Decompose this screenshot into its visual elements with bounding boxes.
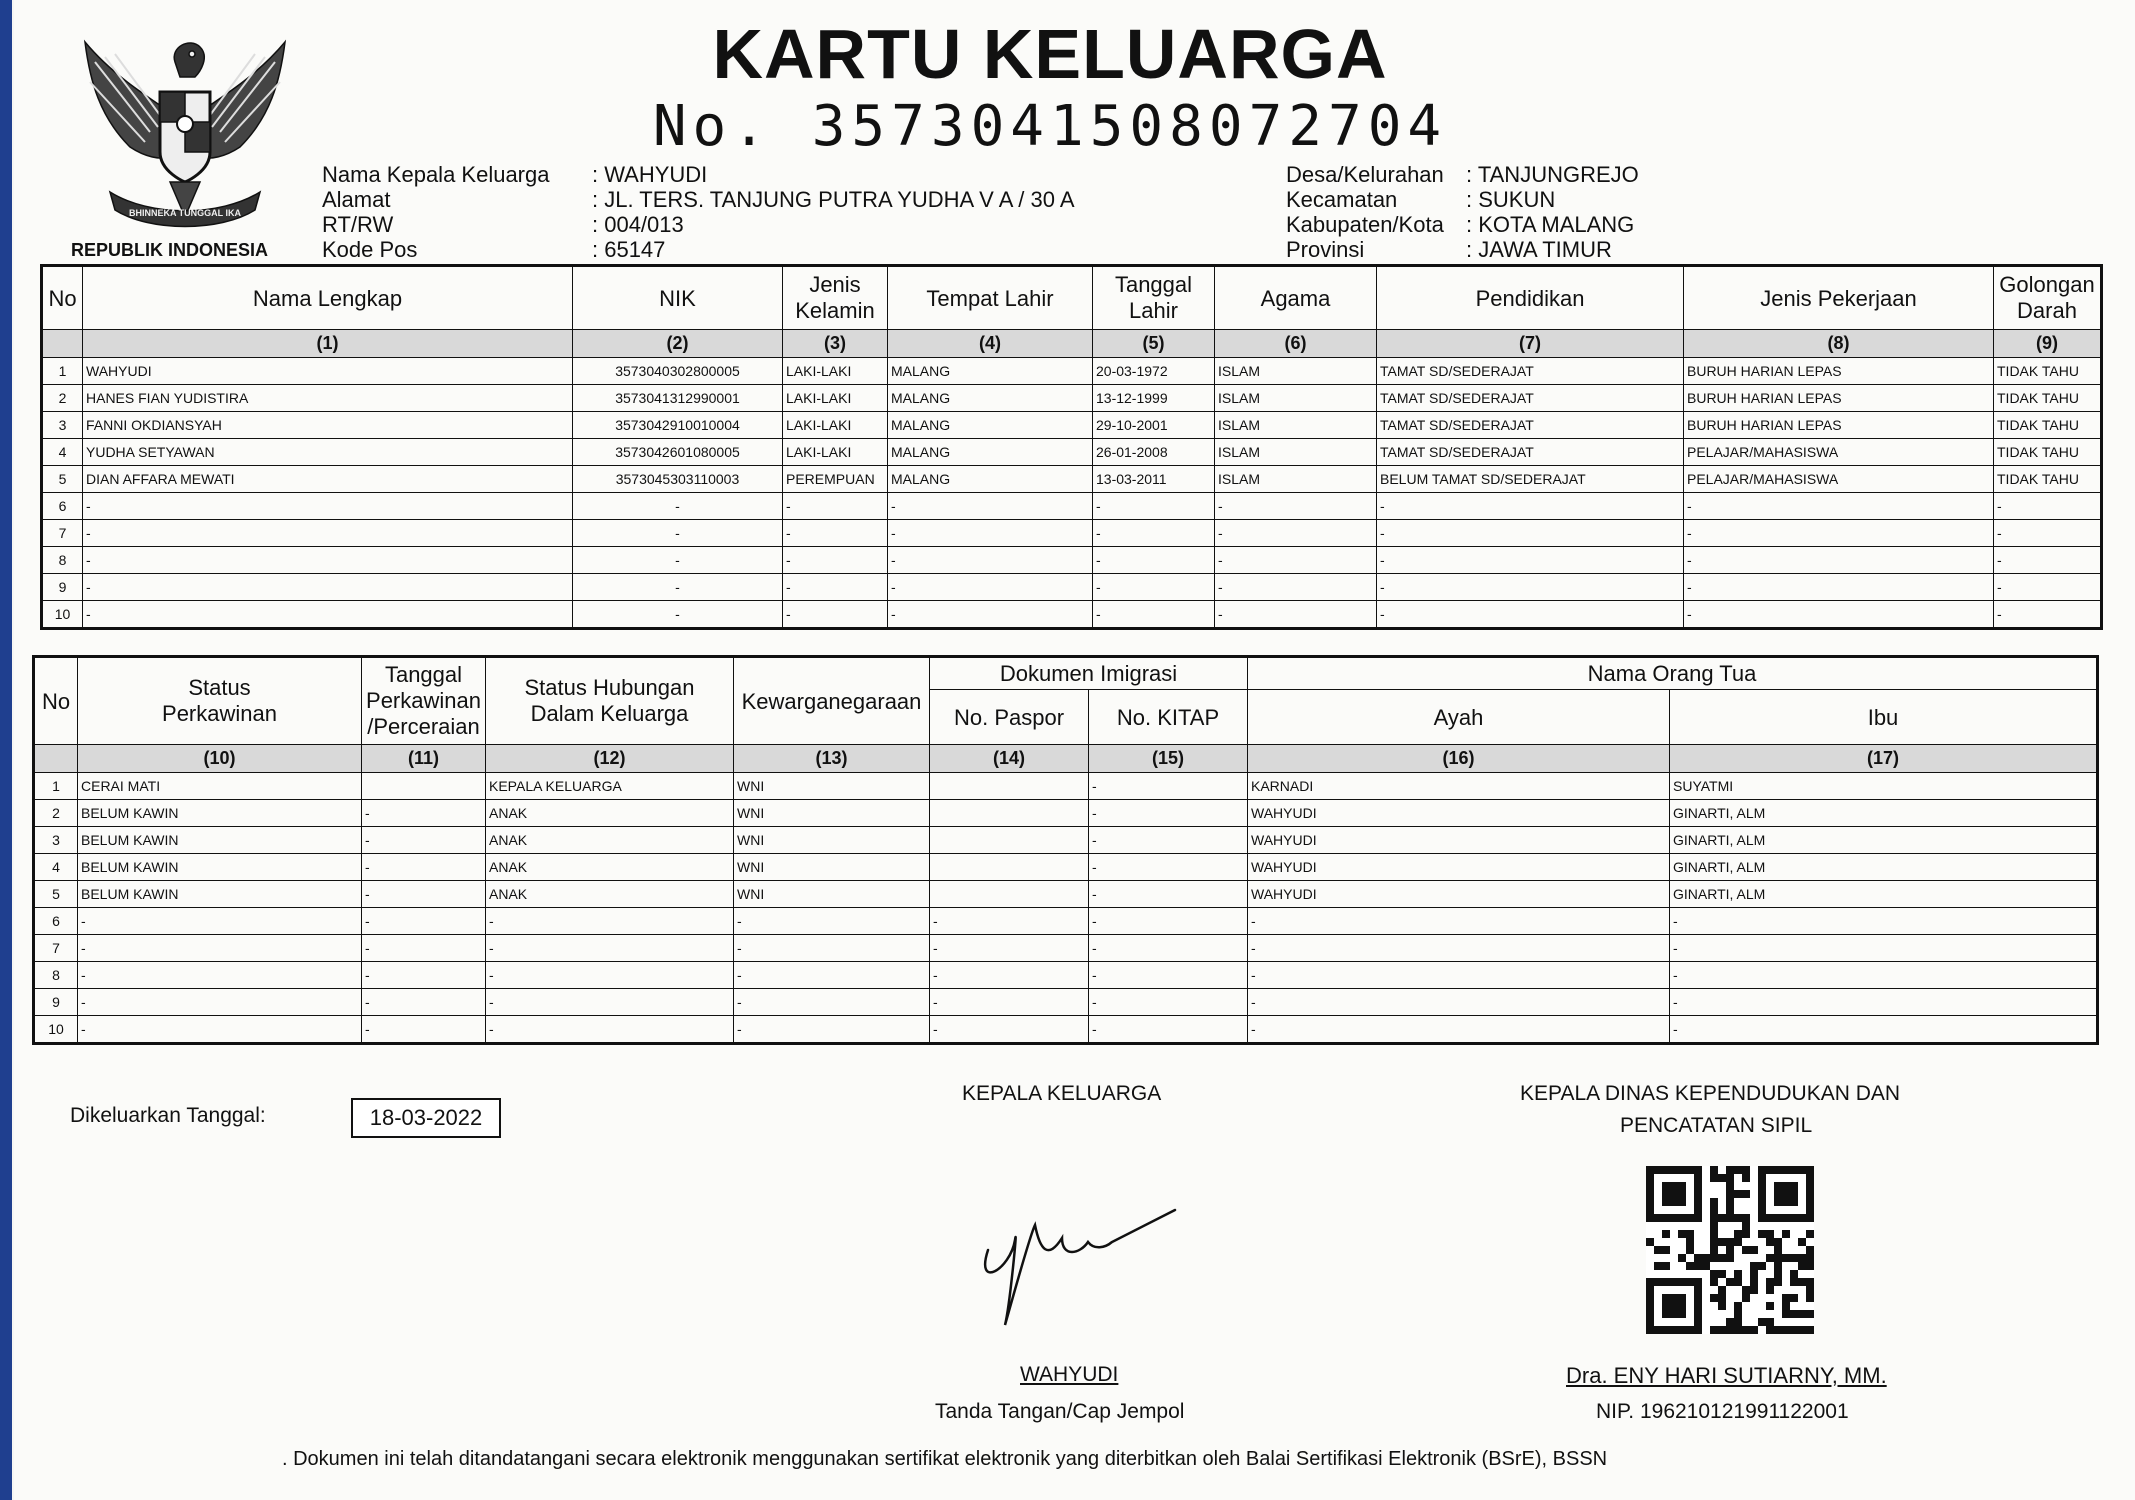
table-cell: -	[83, 601, 573, 629]
table-cell: -	[1215, 601, 1377, 629]
table-cell: 9	[42, 574, 83, 601]
signature-caption: Tanda Tangan/Cap Jempol	[935, 1400, 1185, 1423]
table-cell: BURUH HARIAN LEPAS	[1684, 358, 1994, 385]
table-cell: ISLAM	[1215, 385, 1377, 412]
table-cell: -	[1377, 547, 1684, 574]
table-cell	[362, 773, 486, 800]
col-number: (6)	[1215, 330, 1377, 358]
table-cell: -	[1093, 574, 1215, 601]
col-header: No	[42, 266, 83, 330]
table-row	[34, 827, 2098, 854]
table-cell: TAMAT SD/SEDERAJAT	[1377, 385, 1684, 412]
table-cell: 3573040302800005	[573, 358, 783, 385]
info-value: : JL. TERS. TANJUNG PUTRA YUDHA V A / 30 A	[592, 187, 1075, 212]
table-cell: -	[362, 908, 486, 935]
table-cell: -	[573, 547, 783, 574]
info-value: : KOTA MALANG	[1466, 212, 1635, 237]
family-card-number: No. 3573041508072704	[652, 94, 1448, 159]
family-members-table	[40, 264, 2103, 630]
head-of-family-name: WAHYUDI	[1020, 1363, 1119, 1386]
table-cell: -	[78, 989, 362, 1016]
table-cell: WNI	[734, 773, 930, 800]
table-cell: -	[1684, 547, 1994, 574]
table-cell: -	[1093, 601, 1215, 629]
table-cell: -	[362, 962, 486, 989]
col-header: Jenis Pekerjaan	[1684, 266, 1994, 330]
table-cell: BURUH HARIAN LEPAS	[1684, 412, 1994, 439]
table-cell: -	[1089, 881, 1248, 908]
table-cell: 3	[42, 412, 83, 439]
table-cell: -	[1089, 908, 1248, 935]
col-header: Pendidikan	[1377, 266, 1684, 330]
table-cell: -	[930, 908, 1089, 935]
table-cell: MALANG	[888, 358, 1093, 385]
table-cell: -	[1684, 574, 1994, 601]
col-header: NIK	[573, 266, 783, 330]
table-cell: -	[486, 989, 734, 1016]
col-header: Status Hubungan Dalam Keluarga	[486, 657, 734, 745]
col-header: Tanggal Perkawinan /Perceraian	[362, 657, 486, 745]
info-value: : 004/013	[592, 212, 684, 237]
table-cell: -	[783, 520, 888, 547]
table-cell: TIDAK TAHU	[1994, 439, 2102, 466]
table-cell: -	[362, 935, 486, 962]
table-row	[34, 773, 2098, 800]
table-cell: 29-10-2001	[1093, 412, 1215, 439]
table-cell: -	[1377, 520, 1684, 547]
table-cell: MALANG	[888, 385, 1093, 412]
table-cell: PELAJAR/MAHASISWA	[1684, 466, 1994, 493]
info-value: : 65147	[592, 237, 666, 262]
table-cell: -	[78, 908, 362, 935]
table-cell: KEPALA KELUARGA	[486, 773, 734, 800]
table-cell: -	[930, 935, 1089, 962]
table-row	[42, 358, 2102, 385]
table-cell: 8	[42, 547, 83, 574]
table-cell: KARNADI	[1248, 773, 1670, 800]
table-cell: -	[1089, 773, 1248, 800]
table-cell: -	[83, 574, 573, 601]
col-header: Jenis Kelamin	[783, 266, 888, 330]
table-cell: 26-01-2008	[1093, 439, 1215, 466]
table-cell: -	[362, 854, 486, 881]
table-cell: TIDAK TAHU	[1994, 412, 2102, 439]
table-cell: 7	[42, 520, 83, 547]
table-cell: 1	[34, 773, 78, 800]
col-header: No	[34, 657, 78, 745]
table-cell: -	[573, 601, 783, 629]
table-cell: -	[1089, 827, 1248, 854]
info-label: Kabupaten/Kota	[1286, 212, 1444, 237]
table-cell: -	[1670, 962, 2098, 989]
table-cell: DIAN AFFARA MEWATI	[83, 466, 573, 493]
table-cell: ANAK	[486, 854, 734, 881]
table-cell: -	[930, 1016, 1089, 1044]
col-number: (10)	[78, 745, 362, 773]
table-cell: ANAK	[486, 827, 734, 854]
table-cell: WNI	[734, 827, 930, 854]
col-number: (4)	[888, 330, 1093, 358]
table-cell: -	[1248, 962, 1670, 989]
col-number: (17)	[1670, 745, 2098, 773]
table-cell: -	[1093, 547, 1215, 574]
table-cell: -	[1089, 1016, 1248, 1044]
table-cell: -	[1093, 493, 1215, 520]
table-cell: -	[783, 574, 888, 601]
col-number: (15)	[1089, 745, 1248, 773]
table-cell: -	[734, 1016, 930, 1044]
table-cell: WNI	[734, 854, 930, 881]
table-cell: 13-12-1999	[1093, 385, 1215, 412]
table-cell: GINARTI, ALM	[1670, 881, 2098, 908]
official-nip: NIP. 196210121991122001	[1596, 1400, 1849, 1423]
table-cell: 3573045303110003	[573, 466, 783, 493]
table-row	[42, 466, 2102, 493]
info-value: : SUKUN	[1466, 187, 1556, 212]
col-header: Tanggal Lahir	[1093, 266, 1215, 330]
table-cell: LAKI-LAKI	[783, 358, 888, 385]
table-cell: WAHYUDI	[1248, 881, 1670, 908]
table-cell: -	[783, 493, 888, 520]
electronic-signature-note: . Dokumen ini telah ditandatangani secara elektronik menggunakan sertifikat elektronik yang diterbitkan oleh Balai Sertifikasi Elektronik (BSrE), BSSN	[282, 1448, 1608, 1470]
table-cell: -	[1248, 989, 1670, 1016]
table-cell: -	[783, 601, 888, 629]
table-cell: LAKI-LAKI	[783, 385, 888, 412]
table-cell: -	[888, 574, 1093, 601]
table-row	[34, 962, 2098, 989]
table-cell: ANAK	[486, 800, 734, 827]
table-cell: GINARTI, ALM	[1670, 854, 2098, 881]
table-cell: ANAK	[486, 881, 734, 908]
household-info-right	[1286, 162, 1639, 262]
table-cell: WAHYUDI	[83, 358, 573, 385]
table-cell: -	[486, 1016, 734, 1044]
table-cell: TIDAK TAHU	[1994, 466, 2102, 493]
table-cell: -	[1248, 908, 1670, 935]
table-cell: ISLAM	[1215, 358, 1377, 385]
info-label: Kode Pos	[322, 237, 418, 262]
table-cell: 3	[34, 827, 78, 854]
col-number: (8)	[1684, 330, 1994, 358]
table-cell: WNI	[734, 881, 930, 908]
table-cell: -	[486, 935, 734, 962]
table-cell: WAHYUDI	[1248, 800, 1670, 827]
table-cell: TIDAK TAHU	[1994, 385, 2102, 412]
table-cell: -	[1089, 935, 1248, 962]
qr-code-icon	[1646, 1165, 1814, 1335]
col-header: Golongan Darah	[1994, 266, 2102, 330]
table-cell: -	[1377, 493, 1684, 520]
info-value: : TANJUNGREJO	[1466, 162, 1639, 187]
table-cell: -	[1670, 1016, 2098, 1044]
table-cell: -	[1215, 493, 1377, 520]
table-cell: -	[1089, 800, 1248, 827]
col-number: (13)	[734, 745, 930, 773]
civil-registry-title-2: PENCATATAN SIPIL	[1620, 1114, 1813, 1137]
info-value: : JAWA TIMUR	[1466, 237, 1612, 262]
table-cell: -	[930, 962, 1089, 989]
table-cell: -	[888, 493, 1093, 520]
table-cell: WAHYUDI	[1248, 827, 1670, 854]
table-cell: -	[83, 547, 573, 574]
table-cell: -	[83, 493, 573, 520]
col-number: (3)	[783, 330, 888, 358]
col-number: (14)	[930, 745, 1089, 773]
col-header: Ibu	[1670, 690, 2098, 745]
table-cell: -	[734, 935, 930, 962]
table-cell: -	[78, 962, 362, 989]
table-cell: -	[1994, 493, 2102, 520]
table-cell: -	[1994, 547, 2102, 574]
table-cell: -	[1089, 854, 1248, 881]
table-cell: WNI	[734, 800, 930, 827]
garuda-emblem-icon	[70, 32, 300, 242]
table-cell: 9	[34, 989, 78, 1016]
info-label: Provinsi	[1286, 237, 1365, 262]
table-cell: -	[362, 827, 486, 854]
col-number: (11)	[362, 745, 486, 773]
republik-indonesia-label: REPUBLIK INDONESIA	[71, 240, 269, 260]
table-cell: MALANG	[888, 439, 1093, 466]
table-row	[34, 800, 2098, 827]
table-cell: -	[1994, 601, 2102, 629]
table-row	[42, 574, 2102, 601]
table-cell: 3573041312990001	[573, 385, 783, 412]
col-number: (2)	[573, 330, 783, 358]
head-of-family-signature	[970, 1180, 1180, 1330]
table-cell: -	[734, 989, 930, 1016]
table-cell: -	[486, 908, 734, 935]
col-header: No. KITAP	[1089, 690, 1248, 745]
table-row	[42, 439, 2102, 466]
issued-date-value: 18-03-2022	[351, 1098, 501, 1138]
col-header: Tempat Lahir	[888, 266, 1093, 330]
table-cell: -	[888, 601, 1093, 629]
table-cell: BURUH HARIAN LEPAS	[1684, 385, 1994, 412]
table-cell	[930, 800, 1089, 827]
table-cell: 3573042910010004	[573, 412, 783, 439]
household-info-left	[322, 162, 1075, 262]
official-name: Dra. ENY HARI SUTIARNY, MM.	[1566, 1363, 1887, 1388]
table-cell: 1	[42, 358, 83, 385]
table-cell: -	[1215, 574, 1377, 601]
table-cell: TAMAT SD/SEDERAJAT	[1377, 358, 1684, 385]
table-cell: -	[1377, 601, 1684, 629]
table-cell: 8	[34, 962, 78, 989]
table-cell: -	[1089, 989, 1248, 1016]
table-row	[42, 520, 2102, 547]
emblem-motto: BHINNEKA TUNGGAL IKA	[129, 208, 241, 218]
table-cell: -	[1670, 989, 2098, 1016]
issued-date-label: Dikeluarkan Tanggal:	[70, 1104, 266, 1127]
table-cell: 20-03-1972	[1093, 358, 1215, 385]
table-cell: -	[1089, 962, 1248, 989]
table-cell: -	[78, 935, 362, 962]
table-cell: MALANG	[888, 412, 1093, 439]
table-cell: -	[734, 962, 930, 989]
table-cell: BELUM KAWIN	[78, 800, 362, 827]
col-header: Status Perkawinan	[78, 657, 362, 745]
table-cell: 13-03-2011	[1093, 466, 1215, 493]
col-number	[42, 330, 83, 358]
table-cell: -	[930, 989, 1089, 1016]
table-cell: -	[1994, 574, 2102, 601]
table-cell: -	[573, 493, 783, 520]
civil-registry-title-1: KEPALA DINAS KEPENDUDUKAN DAN	[1520, 1082, 1901, 1105]
table-cell: -	[1248, 935, 1670, 962]
table-row	[34, 881, 2098, 908]
col-header-group: Nama Orang Tua	[1248, 657, 2098, 690]
col-header: Ayah	[1248, 690, 1670, 745]
table-row	[34, 989, 2098, 1016]
table-cell: 5	[34, 881, 78, 908]
col-number: (7)	[1377, 330, 1684, 358]
table-row	[42, 493, 2102, 520]
table-cell: 3573042601080005	[573, 439, 783, 466]
table-cell: 7	[34, 935, 78, 962]
col-number: (12)	[486, 745, 734, 773]
table-cell: 10	[34, 1016, 78, 1044]
info-label: Nama Kepala Keluarga	[322, 162, 550, 187]
table-cell: 2	[42, 385, 83, 412]
table-cell: -	[1093, 520, 1215, 547]
table-cell: TAMAT SD/SEDERAJAT	[1377, 412, 1684, 439]
table-cell: BELUM KAWIN	[78, 854, 362, 881]
col-number: (16)	[1248, 745, 1670, 773]
col-number: (1)	[83, 330, 573, 358]
family-status-table	[32, 655, 2099, 1045]
table-cell: -	[486, 962, 734, 989]
table-cell: -	[1377, 574, 1684, 601]
table-row	[34, 935, 2098, 962]
table-row	[42, 412, 2102, 439]
table-cell: -	[888, 547, 1093, 574]
table-cell: -	[573, 520, 783, 547]
table-cell: HANES FIAN YUDISTIRA	[83, 385, 573, 412]
col-number	[34, 745, 78, 773]
table-cell: YUDHA SETYAWAN	[83, 439, 573, 466]
table-cell	[930, 773, 1089, 800]
table-row	[34, 854, 2098, 881]
table-row	[42, 385, 2102, 412]
table-cell: -	[1248, 1016, 1670, 1044]
table-cell: -	[573, 574, 783, 601]
table-row	[34, 908, 2098, 935]
table-row	[34, 1016, 2098, 1044]
table-cell: -	[1670, 908, 2098, 935]
table-cell	[930, 827, 1089, 854]
info-label: Kecamatan	[1286, 187, 1398, 212]
table-cell	[930, 854, 1089, 881]
info-value: : WAHYUDI	[592, 162, 708, 187]
table-cell: TIDAK TAHU	[1994, 358, 2102, 385]
table-cell: -	[1684, 520, 1994, 547]
head-of-family-title: KEPALA KELUARGA	[962, 1082, 1162, 1105]
col-header: Nama Lengkap	[83, 266, 573, 330]
table-cell: 2	[34, 800, 78, 827]
table-cell: 6	[42, 493, 83, 520]
table-cell: SUYATMI	[1670, 773, 2098, 800]
table-cell: BELUM KAWIN	[78, 827, 362, 854]
col-header: Agama	[1215, 266, 1377, 330]
table-cell: CERAI MATI	[78, 773, 362, 800]
col-header: No. Paspor	[930, 690, 1089, 745]
table-cell: LAKI-LAKI	[783, 412, 888, 439]
info-label: RT/RW	[322, 212, 394, 237]
table-cell: -	[362, 989, 486, 1016]
page-title: KARTU KELUARGA	[712, 15, 1388, 93]
col-number: (5)	[1093, 330, 1215, 358]
table-cell: GINARTI, ALM	[1670, 827, 2098, 854]
table-cell: -	[362, 881, 486, 908]
table-row	[42, 547, 2102, 574]
table-cell: 4	[34, 854, 78, 881]
table-cell: MALANG	[888, 466, 1093, 493]
col-header: Kewarganegaraan	[734, 657, 930, 745]
table-row	[42, 601, 2102, 629]
table-cell: BELUM TAMAT SD/SEDERAJAT	[1377, 466, 1684, 493]
table-cell: -	[734, 908, 930, 935]
table-cell: -	[1670, 935, 2098, 962]
table-cell: ISLAM	[1215, 412, 1377, 439]
table-cell: -	[1684, 493, 1994, 520]
table-cell: PEREMPUAN	[783, 466, 888, 493]
table-cell: -	[1215, 520, 1377, 547]
table-cell: -	[1994, 520, 2102, 547]
table-cell: 5	[42, 466, 83, 493]
table-cell: -	[888, 520, 1093, 547]
table-cell: 4	[42, 439, 83, 466]
info-label: Alamat	[322, 187, 391, 212]
table-cell: FANNI OKDIANSYAH	[83, 412, 573, 439]
table-cell: ISLAM	[1215, 466, 1377, 493]
table-cell: 6	[34, 908, 78, 935]
table-cell: TAMAT SD/SEDERAJAT	[1377, 439, 1684, 466]
table-cell: LAKI-LAKI	[783, 439, 888, 466]
table-cell: -	[78, 1016, 362, 1044]
table-cell: -	[362, 800, 486, 827]
table-cell: ISLAM	[1215, 439, 1377, 466]
table-cell: WAHYUDI	[1248, 854, 1670, 881]
table-cell: -	[1215, 547, 1377, 574]
table-cell: -	[783, 547, 888, 574]
col-header-group: Dokumen Imigrasi	[930, 657, 1248, 690]
info-label: Desa/Kelurahan	[1286, 162, 1444, 187]
table-cell: -	[362, 1016, 486, 1044]
table-cell: BELUM KAWIN	[78, 881, 362, 908]
table-cell: PELAJAR/MAHASISWA	[1684, 439, 1994, 466]
table-cell: -	[1684, 601, 1994, 629]
table-cell: GINARTI, ALM	[1670, 800, 2098, 827]
table-cell	[930, 881, 1089, 908]
document-left-edge	[0, 0, 12, 1500]
col-number: (9)	[1994, 330, 2102, 358]
table-cell: -	[83, 520, 573, 547]
table-cell: 10	[42, 601, 83, 629]
